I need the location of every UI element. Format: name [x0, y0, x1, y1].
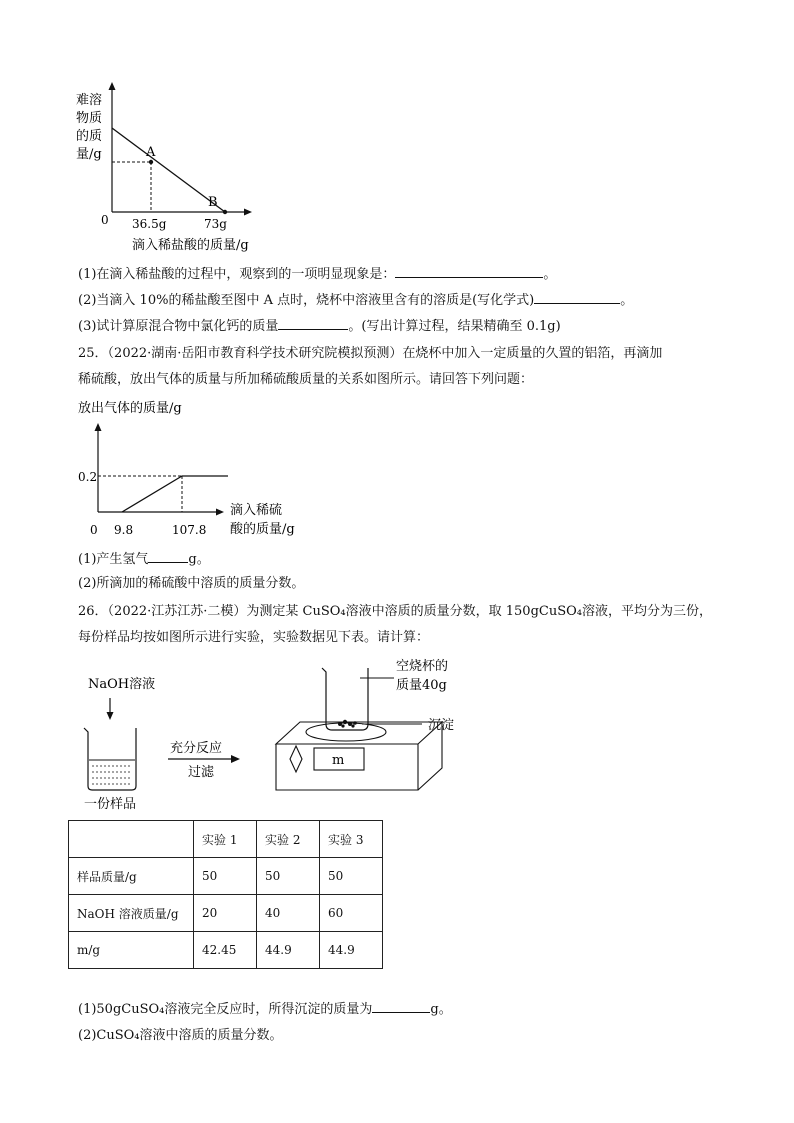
- process-arrow-head: [231, 755, 240, 763]
- data-table: [68, 820, 383, 969]
- chart2-origin: 0: [90, 523, 98, 537]
- q26-stem-line1: 26．（2022·江苏江苏·二模）为测定某 CuSO₄溶液中溶质的质量分数，取 150gCuSO₄溶液，平均分为三份，: [78, 604, 712, 619]
- q24-sub2-blank[interactable]: [534, 291, 620, 304]
- q24-sub1-blank[interactable]: [395, 265, 543, 278]
- sample-label: 一份样品: [84, 797, 137, 812]
- q26-sub2: (2)CuSO₄溶液中溶质的质量分数。: [78, 1028, 283, 1043]
- chart1-ylabel-line: 难溶: [76, 93, 103, 108]
- chart2-x-arrow: [216, 509, 224, 516]
- table-cell: 50: [194, 858, 257, 895]
- chart1-x-tick: 73g: [204, 217, 227, 231]
- chart1-origin: 0: [101, 213, 109, 227]
- table-cell: [69, 821, 194, 858]
- q26-sub1-blank[interactable]: [372, 1000, 430, 1013]
- chart1-ylabel-line: 的质: [76, 129, 103, 144]
- q25-sub1-blank[interactable]: [148, 550, 188, 563]
- chart1-point-a-label: A: [146, 145, 156, 160]
- table-cell: 50: [320, 858, 383, 895]
- table-row: [69, 858, 383, 895]
- table-header-cell: 实验 2: [257, 821, 320, 858]
- q25-sub1: (1)产生氢气 g。: [78, 552, 210, 567]
- experiment-figure: [70, 656, 490, 814]
- table-cell: m/g: [69, 932, 194, 969]
- q26-sub1: (1)50gCuSO₄溶液完全反应时，所得沉淀的质量为 g。: [78, 1002, 452, 1017]
- chart1-point-b: [223, 210, 227, 214]
- chart1-x-arrow: [244, 209, 252, 216]
- chart-precipitate-vs-hcl: [70, 78, 280, 258]
- table-cell: 20: [194, 895, 257, 932]
- table-cell: 44.9: [257, 932, 320, 969]
- table-header-cell: 实验 1: [194, 821, 257, 858]
- q25-sub2: (2)所滴加的稀硫酸中溶质的质量分数。: [78, 576, 305, 591]
- table-header-cell: 实验 3: [320, 821, 383, 858]
- arrow-bottom-label: 过滤: [188, 765, 215, 780]
- chart-gas-vs-h2so4: [70, 398, 320, 544]
- table-cell: 44.9: [320, 932, 383, 969]
- balance: [276, 722, 442, 790]
- table-row: [69, 932, 383, 969]
- chart2-y-arrow: [95, 423, 102, 431]
- table-cell: 样品质量/g: [69, 858, 194, 895]
- naoh-arrow-head: [107, 712, 114, 720]
- chart1-x-tick: 36.5g: [132, 217, 167, 231]
- table-header-row: [69, 821, 383, 858]
- arrow-top-label: 充分反应: [170, 741, 223, 756]
- beaker-label-line: 空烧杯的: [396, 659, 449, 674]
- chart2-x-tick: 9.8: [114, 523, 134, 537]
- q24-sub3: (3)试计算原混合物中氯化钙的质量 。(写出计算过程，结果精确至 0.1g): [78, 319, 561, 334]
- q24-sub1: (1)在滴入稀盐酸的过程中，观察到的一项明显现象是： 。: [78, 267, 557, 282]
- balance-display: m: [332, 753, 345, 768]
- sample-liquid-hatch: [92, 766, 132, 784]
- precipitate: [338, 720, 357, 728]
- naoh-label: NaOH溶液: [88, 677, 156, 692]
- table-cell: 50: [257, 858, 320, 895]
- table-cell: 40: [257, 895, 320, 932]
- sample-liquid: [89, 760, 135, 789]
- chart2-series-line: [122, 476, 228, 512]
- q24-sub3-blank[interactable]: [278, 317, 348, 330]
- chart1-point-a: [149, 160, 153, 164]
- table-cell: NaOH 溶液质量/g: [69, 895, 194, 932]
- q26-stem-line2: 每份样品均按如图所示进行实验，实验数据见下表。请计算：: [78, 630, 430, 645]
- sample-beaker: [84, 728, 136, 790]
- table-cell: 42.45: [194, 932, 257, 969]
- q24-sub2: (2)当滴入 10%的稀盐酸至图中 A 点时，烧杯中溶液里含有的溶质是(写化学式) 。: [78, 293, 634, 308]
- chart2-y-tick: 0.2: [78, 470, 98, 484]
- chart2-ylabel: 放出气体的质量/g: [78, 401, 182, 416]
- chart1-y-arrow: [109, 82, 116, 90]
- q25-stem-line2: 稀硫酸，放出气体的质量与所加稀硫酸质量的关系如图所示。请回答下列问题：: [78, 372, 534, 387]
- table-row: [69, 895, 383, 932]
- q25-stem-line1: 25．（2022·湖南·岳阳市教育科学技术研究院模拟预测）在烧杯中加入一定质量的久置的铝箔，再滴加: [78, 346, 663, 361]
- chart1-point-b-label: B: [208, 195, 218, 210]
- chart2-x-tick: 107.8: [172, 523, 207, 537]
- beaker-label-line: 质量40g: [396, 678, 447, 693]
- chart2-xlabel-line: 酸的质量/g: [230, 522, 295, 537]
- table-cell: 60: [320, 895, 383, 932]
- chart1-xlabel: 滴入稀盐酸的质量/g: [132, 238, 249, 253]
- chart2-xlabel-line: 滴入稀硫: [230, 503, 283, 518]
- chart1-ylabel-line: 量/g: [76, 147, 102, 162]
- chart1-ylabel-line: 物质: [76, 111, 103, 126]
- precipitate-label: 沉淀: [428, 718, 455, 733]
